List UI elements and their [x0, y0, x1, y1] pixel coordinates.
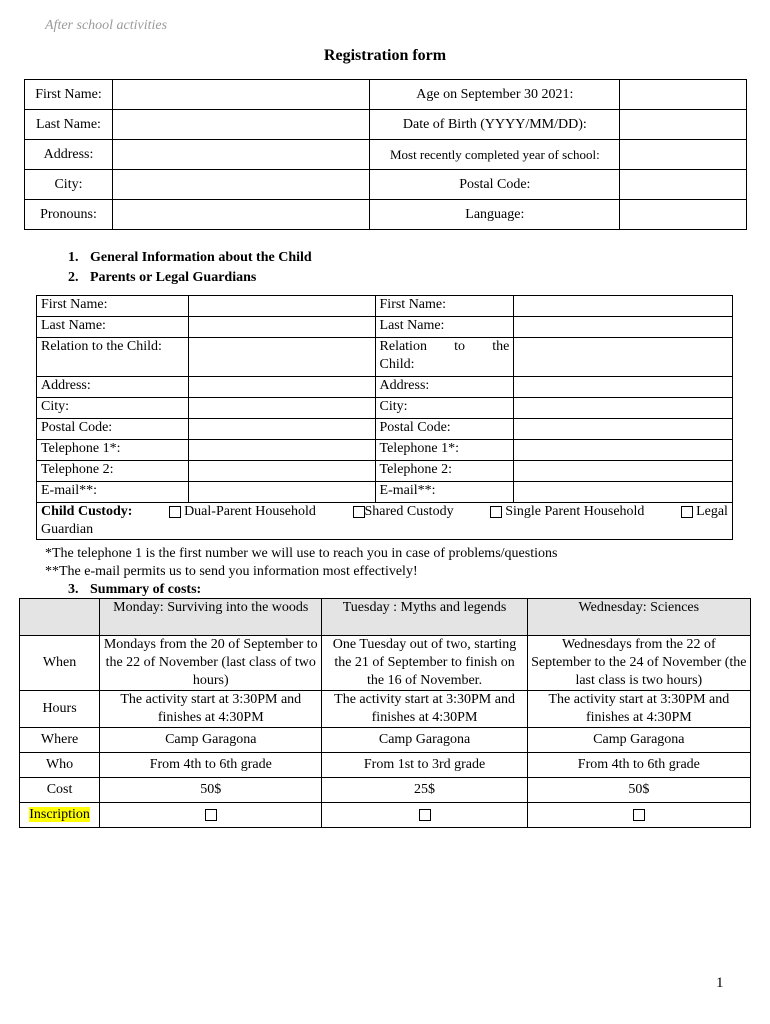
table-row [20, 691, 751, 728]
guardian1-address-field[interactable] [188, 377, 375, 398]
table-row [25, 140, 747, 170]
header-blank-cell [20, 599, 100, 636]
city-field[interactable] [112, 170, 370, 200]
field-label: E-mail**: [37, 482, 189, 503]
page-title: Registration form [323, 47, 447, 64]
pronouns-field[interactable] [112, 200, 370, 230]
custody-option[interactable] [681, 503, 728, 521]
field-label: First Name: [37, 296, 189, 317]
section-title: Parents or Legal Guardians [90, 270, 257, 285]
custody-option-label: Single Parent Household [505, 504, 645, 519]
table-header-row [20, 599, 751, 636]
postal-code-field[interactable] [620, 170, 747, 200]
table-cell: Camp Garagona [100, 728, 322, 753]
section-heading [68, 582, 201, 598]
guardian2-postal-code-field[interactable] [514, 419, 733, 440]
table-cell: 50$ [527, 778, 750, 803]
field-label: Postal Code: [375, 419, 514, 440]
guardian1-telephone1-field[interactable] [188, 440, 375, 461]
table-cell [322, 803, 527, 828]
checkbox[interactable] [353, 506, 365, 518]
table-row [37, 419, 733, 440]
custody-options [41, 503, 728, 521]
field-label: City: [25, 170, 113, 200]
field-label: City: [37, 398, 189, 419]
field-label: Address: [25, 140, 113, 170]
table-row [25, 170, 747, 200]
page-number: 1 [716, 975, 724, 991]
table-row [25, 200, 747, 230]
table-cell: From 1st to 3rd grade [322, 753, 527, 778]
row-label: Hours [20, 691, 100, 728]
table-cell: The activity start at 3:30PM and finishes at 4:30PM [322, 691, 527, 728]
field-label: Telephone 2: [375, 461, 514, 482]
field-label: First Name: [375, 296, 514, 317]
table-row [37, 461, 733, 482]
field-label: Language: [370, 200, 620, 230]
guardian2-last-name-field[interactable] [514, 317, 733, 338]
checkbox[interactable] [205, 809, 217, 821]
table-row [20, 778, 751, 803]
relation-label-line: Relation to the [379, 339, 510, 354]
guardian1-email-field[interactable] [188, 482, 375, 503]
guardian1-postal-code-field[interactable] [188, 419, 375, 440]
table-row [25, 110, 747, 140]
section-number: 1. [68, 250, 79, 265]
table-row [20, 753, 751, 778]
table-cell: One Tuesday out of two, starting the 21 of September to finish on the 16 of November. [322, 636, 527, 691]
custody-option[interactable] [169, 503, 316, 521]
row-label [20, 803, 100, 828]
field-label: Pronouns: [25, 200, 113, 230]
address-field[interactable] [112, 140, 370, 170]
table-cell: 25$ [322, 778, 527, 803]
guardian2-email-field[interactable] [514, 482, 733, 503]
field-label: Age on September 30 2021: [370, 80, 620, 110]
child-info-table [24, 79, 747, 230]
table-cell: Mondays from the 20 of September to the 22 of November (last class of two hours) [100, 636, 322, 691]
checkbox[interactable] [633, 809, 645, 821]
custody-row [37, 503, 733, 540]
column-header: Wednesday: Sciences [527, 599, 750, 636]
guardian2-city-field[interactable] [514, 398, 733, 419]
guardian2-first-name-field[interactable] [514, 296, 733, 317]
checkbox[interactable] [169, 506, 181, 518]
guardian1-relation-field[interactable] [188, 338, 375, 377]
column-header: Monday: Surviving into the woods [100, 599, 322, 636]
field-label: First Name: [25, 80, 113, 110]
checkbox[interactable] [490, 506, 502, 518]
field-label: Postal Code: [37, 419, 189, 440]
table-cell: From 4th to 6th grade [527, 753, 750, 778]
table-row [20, 636, 751, 691]
field-label [375, 338, 514, 377]
telephone-note: *The telephone 1 is the first number we will use to reach you in case of problems/questions [45, 546, 558, 561]
field-label: Last Name: [25, 110, 113, 140]
row-label: Where [20, 728, 100, 753]
custody-option-label: Dual-Parent Household [184, 504, 316, 519]
section-title: Summary of costs: [90, 582, 202, 597]
checkbox[interactable] [681, 506, 693, 518]
table-cell: Camp Garagona [322, 728, 527, 753]
field-label: E-mail**: [375, 482, 514, 503]
guardian1-telephone2-field[interactable] [188, 461, 375, 482]
table-row [37, 338, 733, 377]
field-label: Relation to the Child: [37, 338, 189, 377]
table-row [37, 440, 733, 461]
guardian2-address-field[interactable] [514, 377, 733, 398]
table-cell [100, 803, 322, 828]
table-cell: 50$ [100, 778, 322, 803]
relation-label-line: Child: [379, 357, 415, 372]
email-note: **The e-mail permits us to send you information most effectively! [45, 564, 418, 579]
custody-option-label: Shared Custody [364, 504, 454, 519]
guardians-table [36, 295, 733, 540]
field-label: Date of Birth (YYYY/MM/DD): [370, 110, 620, 140]
section-title: General Information about the Child [90, 250, 312, 265]
field-label: Address: [375, 377, 514, 398]
costs-table [19, 598, 751, 828]
inscription-label: Inscription [29, 807, 90, 822]
field-label: Last Name: [375, 317, 514, 338]
guardian2-telephone2-field[interactable] [514, 461, 733, 482]
custody-option-label: Legal [696, 504, 728, 519]
field-label: Address: [37, 377, 189, 398]
table-row [37, 317, 733, 338]
table-cell: From 4th to 6th grade [100, 753, 322, 778]
row-label: Cost [20, 778, 100, 803]
guardian2-telephone1-field[interactable] [514, 440, 733, 461]
guardian1-last-name-field[interactable] [188, 317, 375, 338]
field-label: City: [375, 398, 514, 419]
table-row [20, 728, 751, 753]
table-cell: The activity start at 3:30PM and finishes at 4:30PM [100, 691, 322, 728]
custody-cell [37, 503, 733, 540]
row-label: When [20, 636, 100, 691]
field-label: Telephone 1*: [37, 440, 189, 461]
guardian2-relation-field[interactable] [514, 338, 733, 377]
table-cell: Wednesdays from the 22 of September to the 24 of November (the last class is two hours) [527, 636, 750, 691]
table-row [37, 377, 733, 398]
table-cell [527, 803, 750, 828]
column-header: Tuesday : Myths and legends [322, 599, 527, 636]
school-year-field[interactable] [620, 140, 747, 170]
section-heading [68, 270, 256, 286]
table-row [37, 296, 733, 317]
field-label: Telephone 1*: [375, 440, 514, 461]
first-name-field[interactable] [112, 80, 370, 110]
table-row [37, 482, 733, 503]
custody-option-tail: Guardian [41, 522, 94, 537]
birth-date-field[interactable] [620, 110, 747, 140]
custody-label: Child Custody: [41, 504, 133, 519]
custody-option[interactable] [353, 503, 454, 521]
row-label: Who [20, 753, 100, 778]
field-label: Telephone 2: [37, 461, 189, 482]
field-label: Most recently completed year of school: [370, 140, 620, 170]
table-row [20, 803, 751, 828]
section-number: 2. [68, 270, 79, 285]
table-cell: The activity start at 3:30PM and finishes at 4:30PM [527, 691, 750, 728]
guardian1-city-field[interactable] [188, 398, 375, 419]
header-note: After school activities [45, 18, 168, 33]
table-row [25, 80, 747, 110]
custody-option[interactable] [490, 503, 644, 521]
field-label: Postal Code: [370, 170, 620, 200]
table-cell: Camp Garagona [527, 728, 750, 753]
language-field[interactable] [620, 200, 747, 230]
age-field[interactable] [620, 80, 747, 110]
guardian1-first-name-field[interactable] [188, 296, 375, 317]
section-number: 3. [68, 582, 79, 597]
checkbox[interactable] [419, 809, 431, 821]
last-name-field[interactable] [112, 110, 370, 140]
section-heading [68, 250, 312, 266]
field-label: Last Name: [37, 317, 189, 338]
table-row [37, 398, 733, 419]
